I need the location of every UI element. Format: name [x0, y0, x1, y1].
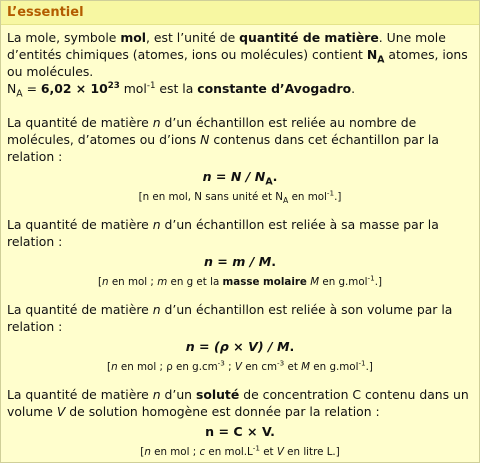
- text: . Une mole d’entités chimiques (atomes, ions ou molécules) contient: [7, 30, 446, 62]
- var-M: M: [301, 361, 311, 373]
- section-concentration-paragraph: [7, 386, 473, 420]
- mol-symbol: mol: [120, 30, 147, 45]
- text: en mol ; ρ en g.cm: [117, 361, 218, 373]
- text: [n en mol, N sans unité et N: [138, 191, 284, 203]
- superscript: -1: [252, 443, 260, 453]
- var-n: n: [152, 115, 161, 130]
- superscript: 23: [107, 80, 120, 91]
- section-volume-paragraph: [7, 301, 473, 335]
- subscript: A: [265, 176, 273, 188]
- text: et: [259, 446, 277, 458]
- superscript: -1: [326, 188, 335, 198]
- text: d’un: [160, 387, 196, 402]
- text: .]: [374, 276, 382, 288]
- text: en g.mol: [310, 361, 359, 373]
- text: en mol ;: [108, 276, 158, 288]
- superscript: -3: [217, 358, 225, 368]
- text: La quantité de matière: [7, 387, 153, 402]
- superscript: -1: [367, 273, 375, 283]
- term-constante-avogadro: constante d’Avogadro: [197, 81, 352, 96]
- text: 6,02 × 10: [40, 81, 108, 96]
- var-n: n: [152, 217, 161, 232]
- var-n: n: [152, 302, 161, 317]
- superscript: -3: [277, 358, 285, 368]
- var-n: n: [144, 446, 151, 458]
- text: ;: [224, 361, 235, 373]
- var-V: V: [56, 404, 66, 419]
- text: [: [98, 276, 103, 288]
- note-nombre: [7, 190, 473, 204]
- intro-paragraph: [7, 29, 473, 100]
- superscript: -1: [358, 358, 366, 368]
- note-masse: [7, 275, 473, 289]
- section-nombre-paragraph: [7, 114, 473, 165]
- text: en mol: [288, 191, 327, 203]
- text: [: [140, 446, 145, 458]
- na-symbol: [366, 47, 385, 66]
- var-c: c: [199, 446, 206, 458]
- text: d’un échantillon est reliée à sa masse par la relation :: [7, 217, 439, 249]
- section-masse-paragraph: [7, 216, 473, 250]
- text: en g et la: [167, 276, 223, 288]
- var-V: V: [234, 361, 242, 373]
- text: en g.mol: [319, 276, 368, 288]
- formula-volume: [7, 337, 473, 357]
- text: .]: [365, 361, 373, 373]
- text: n = (ρ × V) / M: [185, 339, 290, 354]
- text: en litre L.]: [283, 446, 340, 458]
- text: .: [270, 424, 275, 439]
- card-body: [7, 29, 473, 459]
- text: n = C × V: [205, 424, 271, 439]
- text: d’un échantillon est reliée à son volume par la relation :: [7, 302, 453, 334]
- term-quantite-matiere: quantité de matière: [239, 30, 379, 45]
- text: La quantité de matière: [7, 217, 153, 232]
- text: .: [271, 254, 277, 269]
- card-header: [1, 1, 479, 25]
- text: N: [366, 47, 378, 62]
- note-concentration: [7, 445, 473, 459]
- var-m: m: [157, 276, 168, 288]
- var-N: N: [200, 132, 210, 147]
- subscript: A: [283, 196, 289, 206]
- text: contenus dans cet échantillon par la relation :: [7, 132, 439, 164]
- formula-concentration: [7, 422, 473, 442]
- var-n: n: [111, 361, 118, 373]
- text: atomes, ions ou molécules.: [7, 47, 468, 79]
- text: de solution homogène est donnée par la relation :: [65, 404, 380, 419]
- text: La quantité de matière: [7, 302, 153, 317]
- text: N: [7, 81, 17, 96]
- text: mol: [119, 81, 147, 96]
- text: =: [22, 81, 41, 96]
- text: .: [289, 339, 295, 354]
- formula-nombre: [7, 167, 473, 187]
- text: .]: [334, 191, 342, 203]
- text: .: [351, 81, 356, 96]
- text: .: [272, 169, 278, 184]
- text: en mol.L: [205, 446, 253, 458]
- text: n = N / N: [202, 169, 266, 184]
- term-masse-molaire: masse molaire: [222, 276, 307, 288]
- var-n: n: [152, 387, 161, 402]
- text: d’un échantillon est reliée au nombre de molécules, d’atomes ou d’ions: [7, 115, 417, 147]
- subscript: A: [377, 54, 385, 66]
- avogadro-value: [41, 81, 120, 96]
- superscript: -1: [146, 80, 156, 91]
- text: en cm: [241, 361, 278, 373]
- var-V: V: [276, 446, 284, 458]
- text: [: [107, 361, 112, 373]
- text: est la: [155, 81, 198, 96]
- term-solute: soluté: [195, 387, 240, 402]
- text: , est l’unité de: [146, 30, 240, 45]
- text: de concentration C contenu dans un volume: [7, 387, 469, 419]
- text: La mole, symbole: [7, 30, 121, 45]
- formula-masse: [7, 252, 473, 272]
- text: La quantité de matière: [7, 115, 153, 130]
- var-n: n: [102, 276, 109, 288]
- text: n = m / M: [203, 254, 272, 269]
- card-title: L’essentiel: [7, 5, 84, 20]
- subscript: A: [16, 88, 23, 100]
- var-M: M: [310, 276, 320, 288]
- text: et: [284, 361, 302, 373]
- note-volume: [7, 360, 473, 374]
- text: en mol ;: [150, 446, 200, 458]
